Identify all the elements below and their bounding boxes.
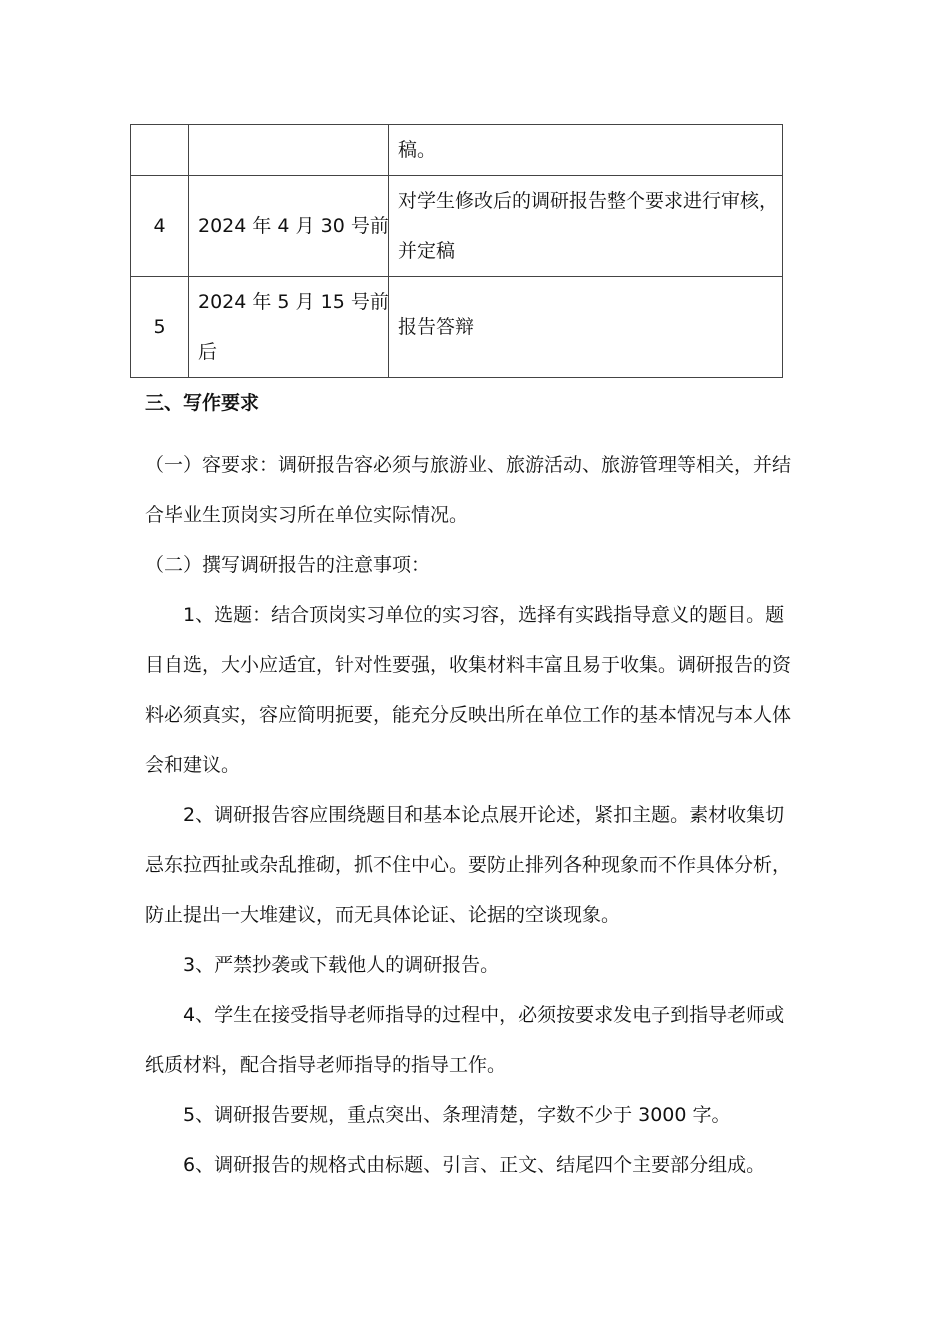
row-task xyxy=(389,125,783,176)
paragraph-line: 1、选题：结合顶岗实习单位的实习容，选择有实践指导意义的题目。题 xyxy=(183,604,785,626)
paragraph-line: 4、学生在接受指导老师指导的过程中，必须按要求发电子到指导老师或 xyxy=(183,1004,785,1026)
row-date xyxy=(189,277,389,378)
row-date xyxy=(189,125,389,176)
paragraph-line: 2、调研报告容应围绕题目和基本论点展开论述，紧扣主题。素材收集切 xyxy=(183,804,785,826)
section-heading: 三、写作要求 xyxy=(145,392,260,414)
paragraph-line: 6、调研报告的规格式由标题、引言、正文、结尾四个主要部分组成。 xyxy=(183,1154,766,1176)
paragraph-focus-theme xyxy=(145,790,805,940)
paragraph-line: 料必须真实，容应简明扼要，能充分反映出所在单位工作的基本情况与本人体 xyxy=(145,704,792,726)
schedule-table xyxy=(130,124,783,378)
row-number xyxy=(131,125,189,176)
paragraph-word-count xyxy=(145,1090,805,1140)
row-task-line: 报告答辩 xyxy=(398,316,475,338)
paragraph-format xyxy=(145,1140,805,1190)
table-row xyxy=(131,176,783,277)
paragraph-line: 3、严禁抄袭或下载他人的调研报告。 xyxy=(183,954,500,976)
table-row xyxy=(131,277,783,378)
paragraph-line: （二）撰写调研报告的注意事项： xyxy=(145,554,431,576)
row-task-line: 对学生修改后的调研报告整个要求进行审核， xyxy=(398,190,779,212)
paragraph-line: 防止提出一大堆建议，而无具体论证、论据的空谈现象。 xyxy=(145,904,621,926)
paragraph-notes-heading xyxy=(145,540,805,590)
row-date-line: 2024 年 4 月 30 号前 xyxy=(198,215,389,237)
paragraph-line: 忌东拉西扯或杂乱推砌，抓不住中心。要防止排列各种现象而不作具体分析， xyxy=(145,854,792,876)
row-number: 5 xyxy=(131,277,189,378)
table-row xyxy=(131,125,783,176)
row-task xyxy=(389,176,783,277)
row-task-line: 稿。 xyxy=(398,139,437,161)
row-date-line: 2024 年 5 月 15 号前 xyxy=(198,291,389,313)
paragraph-line: 会和建议。 xyxy=(145,754,241,776)
row-date xyxy=(189,176,389,277)
paragraph-guidance xyxy=(145,990,805,1090)
paragraph-line: 合毕业生顶岗实习所在单位实际情况。 xyxy=(145,504,469,526)
paragraph-line: 纸质材料，配合指导老师指导的指导工作。 xyxy=(145,1054,507,1076)
paragraph-line: （一）容要求：调研报告容必须与旅游业、旅游活动、旅游管理等相关，并结 xyxy=(145,454,792,476)
paragraph-line: 5、调研报告要规，重点突出、条理清楚，字数不少于 3000 字。 xyxy=(183,1104,731,1126)
row-number: 4 xyxy=(131,176,189,277)
paragraph-content-requirements xyxy=(145,440,805,540)
paragraph-line: 目自选，大小应适宜，针对性要强，收集材料丰富且易于收集。调研报告的资 xyxy=(145,654,792,676)
row-task-line: 并定稿 xyxy=(398,240,456,262)
row-date-line: 后 xyxy=(198,341,218,363)
row-task xyxy=(389,277,783,378)
paragraph-topic-selection xyxy=(145,590,805,790)
paragraph-no-plagiarism xyxy=(145,940,805,990)
